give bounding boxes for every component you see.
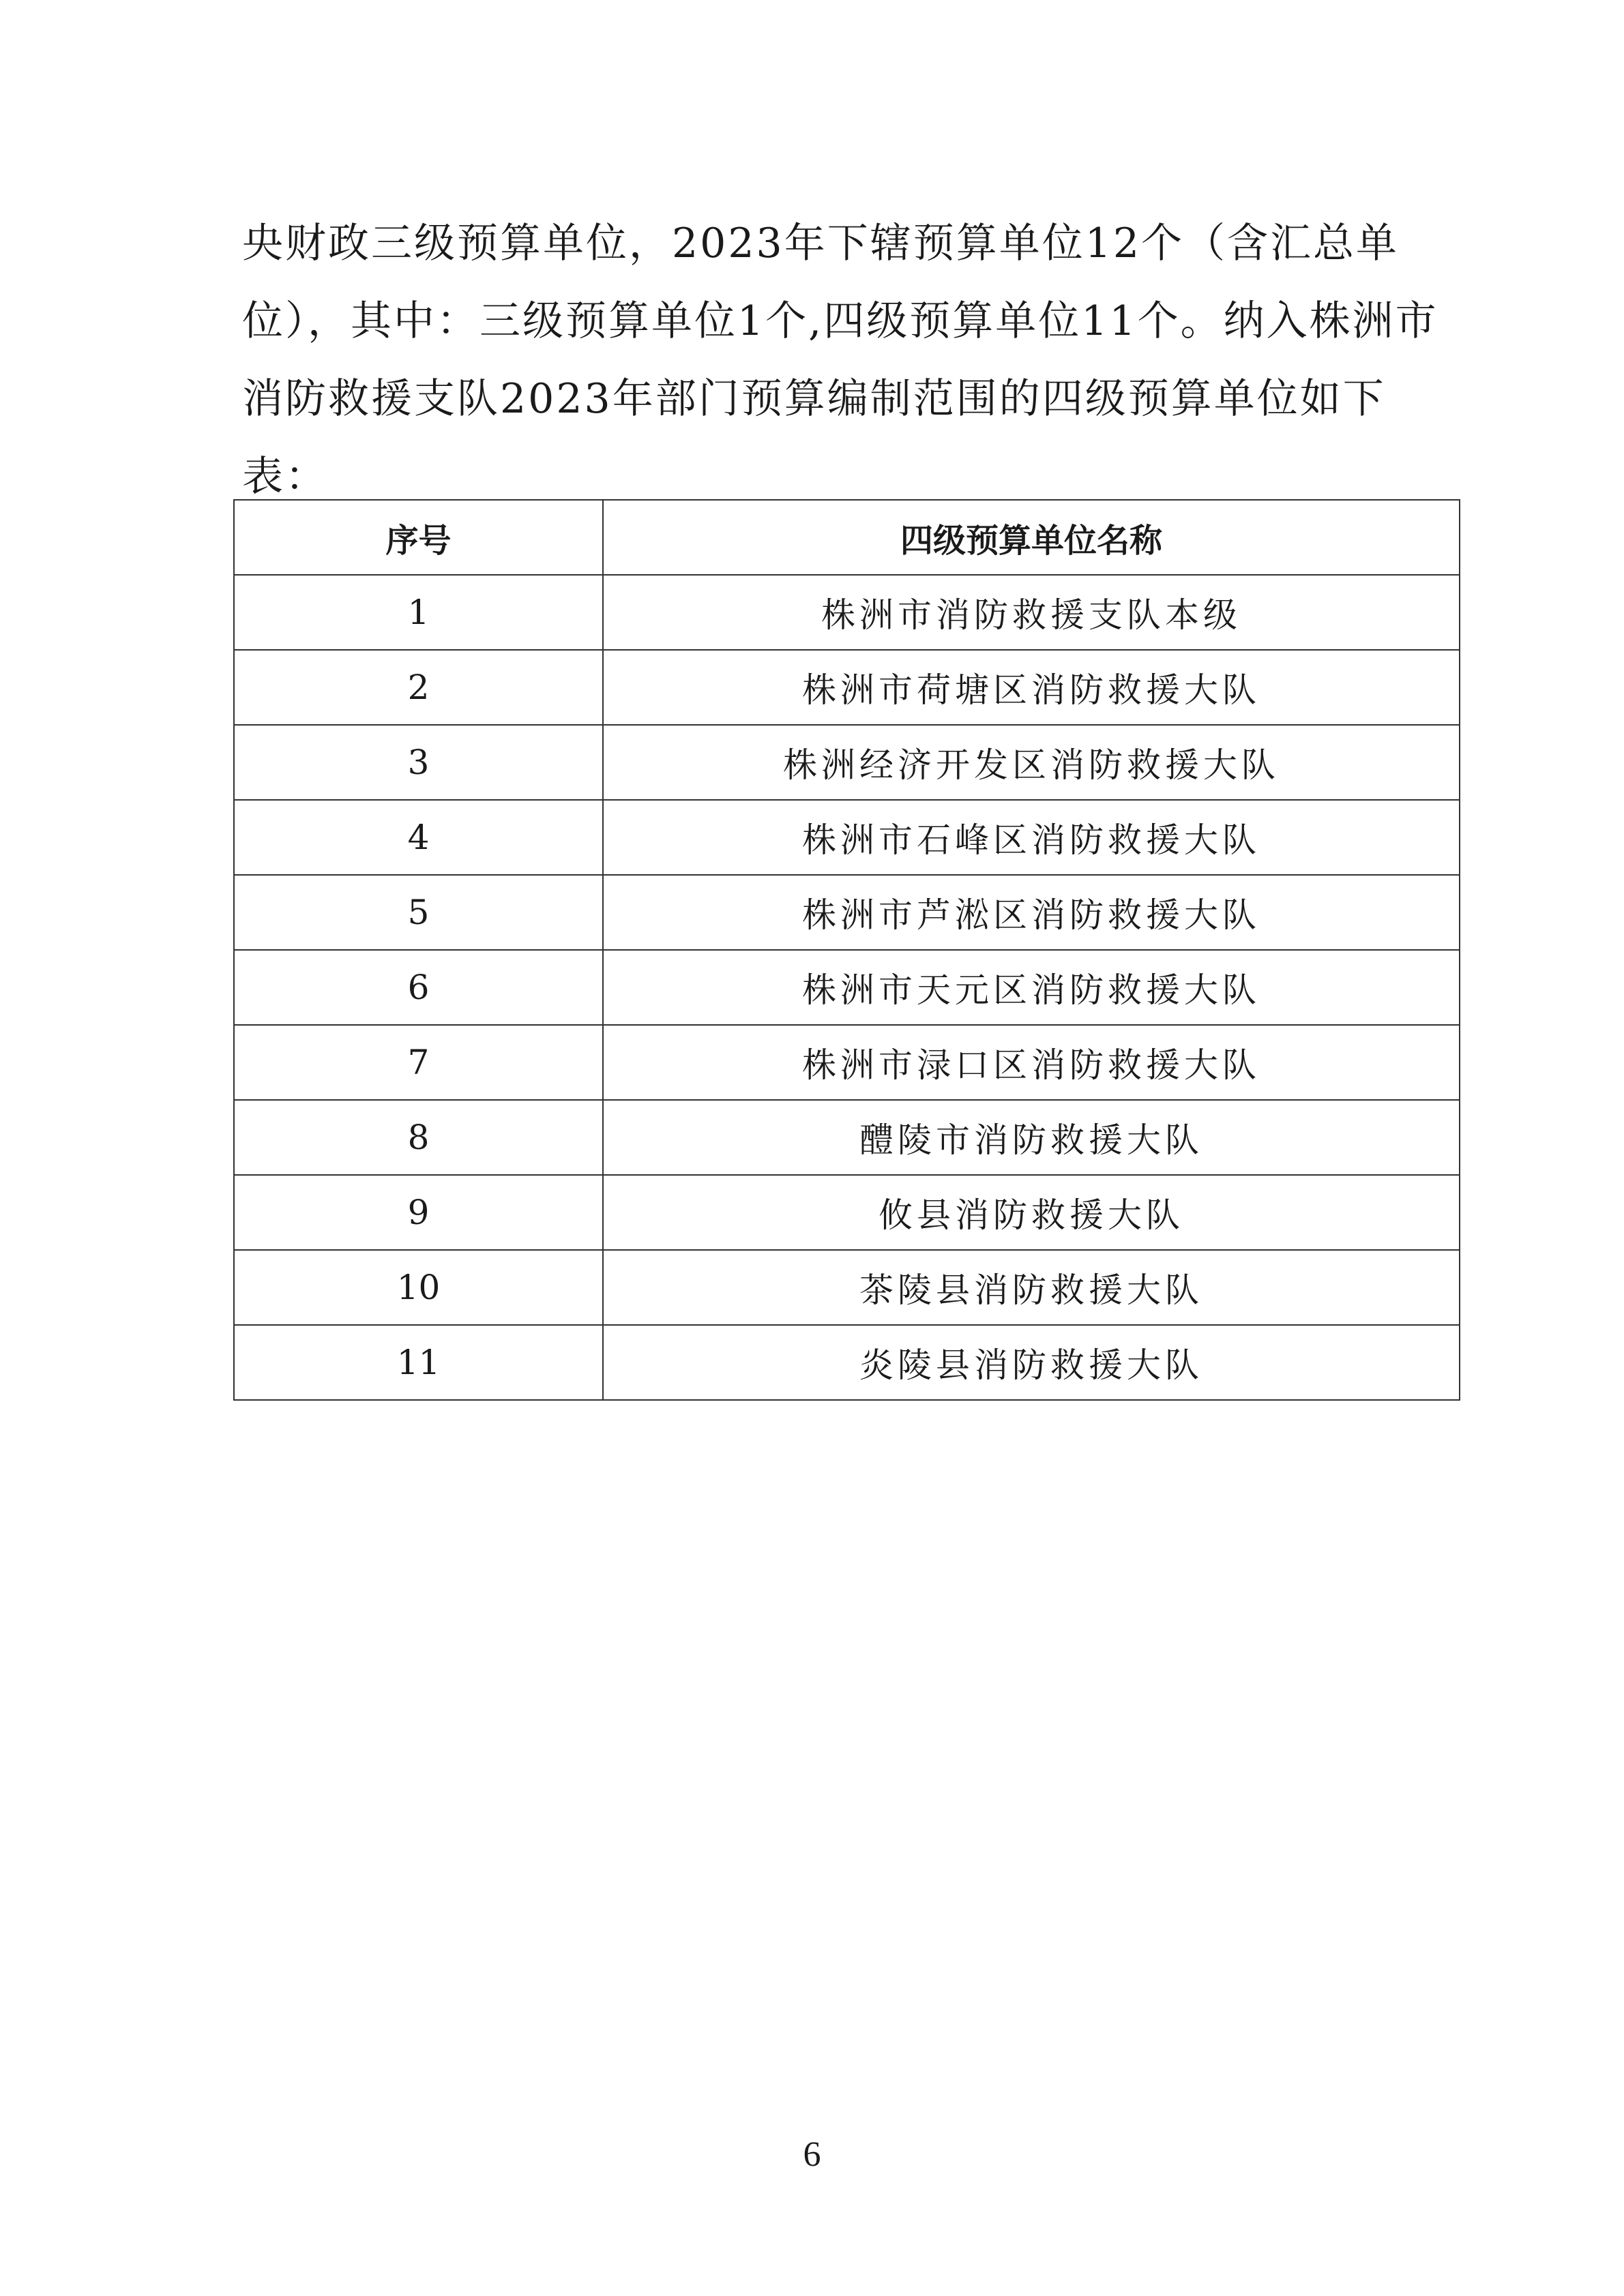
serial-number-cell: 11 bbox=[234, 1325, 603, 1400]
unit-name-cell: 株洲市天元区消防救援大队 bbox=[603, 950, 1460, 1025]
serial-number-cell: 9 bbox=[234, 1175, 603, 1250]
header-unit-name: 四级预算单位名称 bbox=[603, 500, 1460, 575]
table-row bbox=[234, 950, 1460, 1025]
serial-number-cell: 2 bbox=[234, 650, 603, 725]
table-row bbox=[234, 725, 1460, 800]
intro-paragraph bbox=[242, 205, 1470, 516]
intro-line: 位），其中：三级预算单位1个,四级预算单位11个。纳入株洲市 bbox=[242, 297, 1438, 345]
unit-name-cell: 株洲市芦淞区消防救援大队 bbox=[603, 875, 1460, 950]
unit-name-cell: 攸县消防救援大队 bbox=[603, 1175, 1460, 1250]
budget-unit-table bbox=[233, 499, 1460, 1401]
table-row bbox=[234, 1175, 1460, 1250]
unit-name-cell: 炎陵县消防救援大队 bbox=[603, 1325, 1460, 1400]
header-serial-number: 序号 bbox=[234, 500, 603, 575]
intro-line: 消防救援支队2023年部门预算编制范围的四级预算单位如下 bbox=[242, 375, 1386, 423]
page-number: 6 bbox=[803, 2135, 821, 2174]
serial-number-cell: 3 bbox=[234, 725, 603, 800]
unit-name-cell: 株洲市渌口区消防救援大队 bbox=[603, 1025, 1460, 1100]
unit-name-cell: 茶陵县消防救援大队 bbox=[603, 1250, 1460, 1325]
unit-name-cell: 株洲市荷塘区消防救援大队 bbox=[603, 650, 1460, 725]
serial-number-cell: 8 bbox=[234, 1100, 603, 1175]
intro-line: 表： bbox=[242, 453, 328, 501]
table-row bbox=[234, 1025, 1460, 1100]
intro-line: 央财政三级预算单位，2023年下辖预算单位12个（含汇总单 bbox=[242, 220, 1400, 267]
table-row bbox=[234, 1250, 1460, 1325]
serial-number-cell: 5 bbox=[234, 875, 603, 950]
table-header-row bbox=[234, 500, 1460, 575]
table-row bbox=[234, 1325, 1460, 1400]
unit-name-cell: 株洲经济开发区消防救援大队 bbox=[603, 725, 1460, 800]
table-row bbox=[234, 800, 1460, 875]
unit-name-cell: 株洲市石峰区消防救援大队 bbox=[603, 800, 1460, 875]
unit-name-cell: 株洲市消防救援支队本级 bbox=[603, 575, 1460, 650]
serial-number-cell: 4 bbox=[234, 800, 603, 875]
table-row bbox=[234, 575, 1460, 650]
table-row bbox=[234, 875, 1460, 950]
serial-number-cell: 6 bbox=[234, 950, 603, 1025]
unit-name-cell: 醴陵市消防救援大队 bbox=[603, 1100, 1460, 1175]
serial-number-cell: 7 bbox=[234, 1025, 603, 1100]
table-row bbox=[234, 650, 1460, 725]
serial-number-cell: 10 bbox=[234, 1250, 603, 1325]
table-row bbox=[234, 1100, 1460, 1175]
serial-number-cell: 1 bbox=[234, 575, 603, 650]
